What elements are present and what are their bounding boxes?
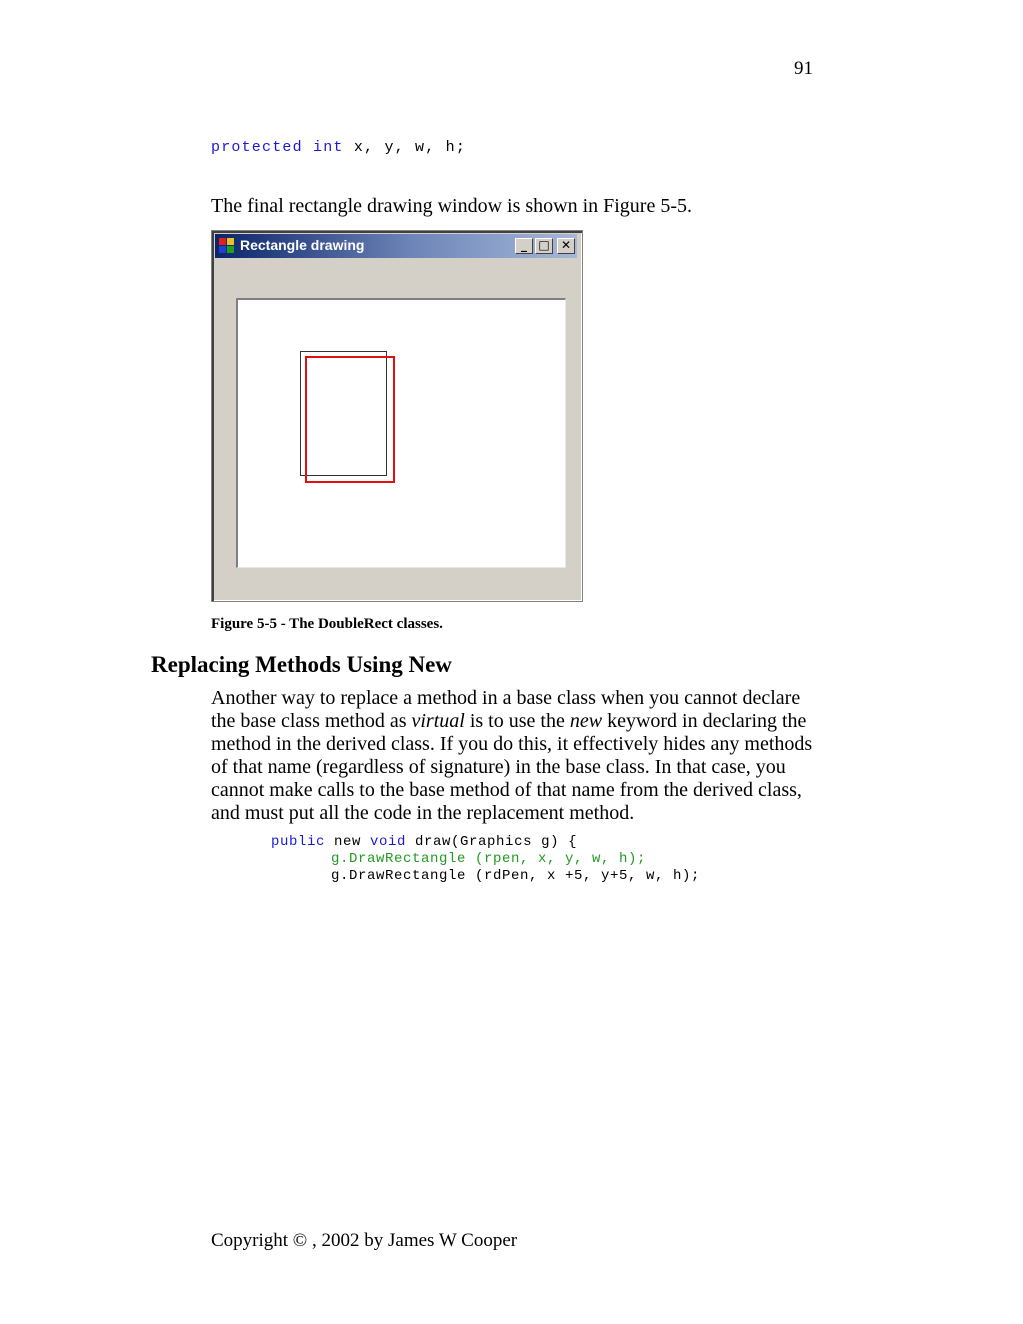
code-keyword: public [271,834,326,850]
section-heading: Replacing Methods Using New [151,652,452,677]
body-paragraph [211,687,823,825]
app-icon [219,238,235,254]
code-line: g.DrawRectangle (rpen, x, y, w, h); [331,851,647,867]
rectangle-drawing-window [211,230,583,602]
code-text: x, y, w, h; [343,139,467,156]
red-rectangle [305,356,395,483]
code-line [271,834,700,851]
drawing-canvas [236,298,566,568]
code-keyword: void [370,834,407,850]
figure-caption: Figure 5-5 - The DoubleRect classes. [211,616,443,632]
page-number: 91 [794,58,813,79]
window-titlebar[interactable] [215,234,577,258]
page-footer: Copyright © , 2002 by James W Cooper [211,1230,518,1251]
window-title: Rectangle drawing [240,237,365,253]
code-text: new [325,834,371,850]
close-button[interactable]: ✕ [557,238,575,254]
paragraph-text: Another way to replace a method in a base class when you cannot declare the base class method as [211,687,801,732]
code-keyword: protected [211,139,303,156]
code-declaration [211,139,466,156]
intro-text: The final rectangle drawing window is shown in Figure 5-5. [211,195,693,217]
code-block [271,834,700,885]
code-text: draw(Graphics g) { [406,834,578,850]
emphasis-virtual: virtual [411,710,465,732]
paragraph-text: keyword in declaring the method in the derived class. If you do this, it effectively hides any methods of that name (regardless of signature) in the base class. In that case, you cannot make calls to the base method of that name from the derived class, and must put all the code in the replacement method. [211,710,813,824]
emphasis-new: new [569,710,603,732]
maximize-button[interactable]: □ [535,238,553,254]
paragraph-text: is to use the [464,710,570,732]
minimize-button[interactable]: _ [515,238,533,254]
code-keyword: int [313,139,344,156]
code-line: g.DrawRectangle (rdPen, x +5, y+5, w, h); [331,868,701,884]
